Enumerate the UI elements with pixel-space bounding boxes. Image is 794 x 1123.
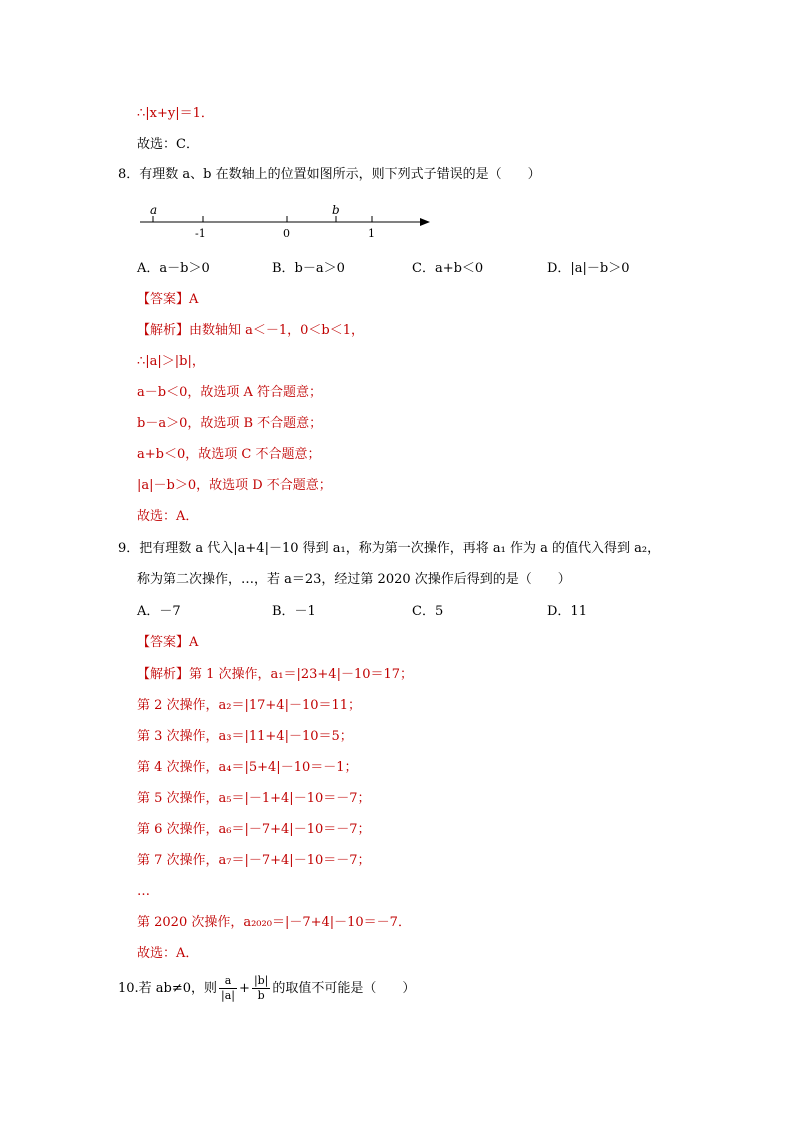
q9-analysis-line: …: [137, 884, 150, 899]
q9-analysis-line: 第 5 次操作，a₅＝|－1+4|－10＝－7；: [137, 791, 371, 806]
prev-choice-line: 故选：C．: [137, 137, 199, 152]
q9-analysis-line: 第 3 次操作，a₃＝|11+4|－10＝5；: [137, 729, 353, 744]
q9-analysis-line: 【解析】第 1 次操作，a₁＝|23+4|－10＝17；: [137, 667, 414, 682]
q8-option-b: B．b－a＞0: [272, 261, 345, 276]
therefore-line: ∴|x+y|＝1．: [137, 106, 214, 121]
q8-analysis-line: b－a＞0，故选项 B 不合题意；: [137, 416, 323, 431]
q9-analysis-line: 第 6 次操作，a₆＝|－7+4|－10＝－7；: [137, 822, 371, 837]
q8-stem: 8．有理数 a、b 在数轴上的位置如图所示，则下列式子错误的是（ ）: [118, 167, 541, 182]
q8-option-a: A．a－b＞0: [137, 261, 210, 276]
q10-frac1-den: |a|: [221, 989, 236, 1002]
axis-arrow: [420, 218, 430, 226]
tick-label-0: 0: [283, 227, 290, 240]
q8-option-c: C．a+b＜0: [412, 261, 484, 276]
q8-analysis-line: |a|－b＞0，故选项 D 不合题意；: [137, 478, 332, 493]
q8-number-line: [140, 200, 440, 240]
q8-answer: 【答案】A: [137, 292, 199, 307]
q10-stem: [118, 972, 415, 1006]
q9-option-c: C．5: [412, 604, 444, 619]
q9-analysis-line: 第 4 次操作，a₄＝|5+4|－10＝－1；: [137, 760, 358, 775]
q9-option-a: A．－7: [137, 604, 181, 619]
q10-frac2-den: b: [257, 989, 265, 1002]
tick-label-neg1: -1: [195, 227, 206, 240]
q8-analysis-line: 【解析】由数轴知 a＜－1，0＜b＜1，: [137, 323, 365, 338]
q10-frac2-num: |b|: [253, 974, 269, 987]
label-a: a: [150, 203, 158, 217]
q9-stem-line2: 称为第二次操作，…，若 a＝23，经过第 2020 次操作后得到的是（ ）: [137, 572, 571, 587]
q8-analysis-line: a+b＜0，故选项 C 不合题意；: [137, 447, 321, 462]
q10-plus: +: [239, 981, 250, 996]
q10-frac1-num: a: [219, 974, 237, 989]
q10-fraction-1: [219, 974, 237, 1003]
q9-analysis-line: 第 7 次操作，a₇＝|－7+4|－10＝－7；: [137, 853, 371, 868]
q9-analysis-line: 第 2020 次操作，a₂₀₂₀＝|－7+4|－10＝－7．: [137, 915, 411, 930]
q9-answer: 【答案】A: [137, 635, 199, 650]
q9-analysis-line: 第 2 次操作，a₂＝|17+4|－10＝11；: [137, 698, 362, 713]
q8-analysis-line: 故选：A．: [137, 509, 199, 524]
q8-option-d: D．|a|－b＞0: [547, 261, 630, 276]
q8-analysis-line: ∴|a|＞|b|，: [137, 354, 205, 369]
q9-option-d: D．11: [547, 604, 587, 619]
q10-suffix: 的取值不可能是（ ）: [272, 981, 416, 996]
tick-label-1: 1: [368, 227, 375, 240]
q9-analysis-line: 故选：A．: [137, 946, 199, 961]
q8-analysis-line: a－b＜0，故选项 A 符合题意；: [137, 385, 322, 400]
q9-option-b: B．－1: [272, 604, 316, 619]
q9-stem-line1: 9．把有理数 a 代入|a+4|－10 得到 a₁，称为第一次操作，再将 a₁ 作为 a 的值代入得到 a₂，: [118, 541, 661, 556]
q10-prefix: 10.若 ab≠0，则: [118, 981, 218, 996]
q10-fraction-2: [252, 974, 270, 1003]
label-b: b: [332, 203, 340, 217]
